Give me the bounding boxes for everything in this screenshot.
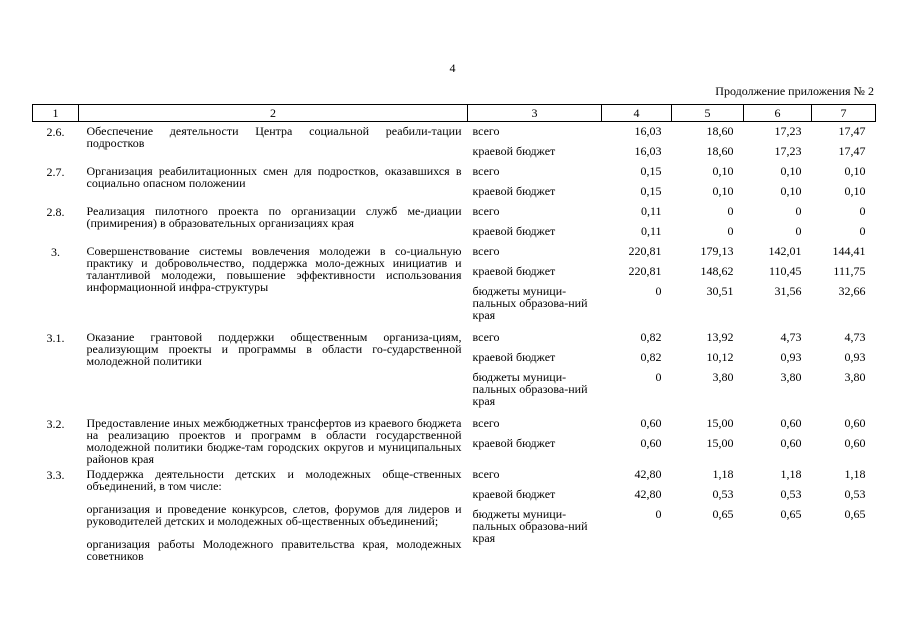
column-header: 4 (602, 105, 672, 122)
funding-source: всего (472, 124, 500, 138)
funding-source: всего (472, 204, 500, 218)
amount-value: 142,01 (768, 244, 802, 258)
value-cell (602, 122, 672, 163)
amount-value: 0 (795, 224, 802, 238)
amount-value: 148,62 (700, 264, 734, 278)
continuation-label: Продолжение приложения № 2 (715, 84, 874, 98)
funding-source: всего (472, 416, 500, 430)
value-cell (812, 202, 876, 242)
page-number: 4 (449, 61, 456, 75)
funding-source: бюджеты муници-пальных образова-ний края (472, 284, 588, 322)
amount-value: 0,10 (712, 164, 734, 178)
amount-value: 144,41 (832, 244, 866, 258)
value-cell (672, 162, 744, 202)
row-description (79, 465, 468, 562)
funding-source: краевой бюджет (472, 184, 556, 198)
amount-value: 3,80 (712, 370, 734, 384)
row-number: 2.6. (46, 125, 65, 139)
funding-source: краевой бюджет (472, 487, 556, 501)
row-number: 3.2. (46, 417, 65, 431)
column-header: 7 (812, 105, 876, 122)
amount-value: 10,12 (706, 350, 734, 364)
amount-value: 17,47 (838, 144, 866, 158)
description-paragraph: организация работы Молодежного правительства края, молодежных советников (86, 537, 462, 563)
value-cell (744, 122, 812, 163)
column-header: 1 (33, 105, 79, 122)
value-cell (744, 414, 812, 465)
value-cell (602, 414, 672, 465)
row-number: 2.7. (46, 165, 65, 179)
amount-value: 0 (795, 204, 802, 218)
funding-source-cell (468, 162, 602, 202)
amount-value: 110,45 (768, 264, 802, 278)
amount-value: 220,81 (628, 244, 662, 258)
amount-value: 0,11 (640, 204, 662, 218)
value-cell (602, 202, 672, 242)
amount-value: 0,65 (844, 507, 866, 521)
value-cell (744, 465, 812, 562)
amount-value: 0,10 (844, 164, 866, 178)
amount-value: 0,53 (712, 487, 734, 501)
description-paragraph: Совершенствование системы вовлечения молодежи в со-циальную практику и добровольчество, поддержка моло-дежных инициатив и талантливой молодежи, повышение эффективности использования информационной инфра-структуры (86, 244, 462, 294)
value-cell (744, 202, 812, 242)
amount-value: 32,66 (838, 284, 866, 298)
value-cell (672, 328, 744, 414)
table-row (33, 465, 876, 562)
value-cell (672, 414, 744, 465)
amount-value: 0,15 (640, 184, 662, 198)
amount-value: 0,10 (844, 184, 866, 198)
funding-source: краевой бюджет (472, 224, 556, 238)
funding-source: краевой бюджет (472, 144, 556, 158)
amount-value: 0,53 (780, 487, 802, 501)
row-description (79, 414, 468, 465)
funding-source: всего (472, 244, 500, 258)
amount-value: 0 (727, 224, 734, 238)
description-paragraph: организация и проведение конкурсов, слетов, форумов для лидеров и руководителей детских и молодежных об-щественных объединений; (86, 502, 462, 528)
amount-value: 0 (655, 370, 662, 384)
row-description (79, 242, 468, 328)
funding-source: всего (472, 467, 500, 481)
amount-value: 16,03 (634, 124, 662, 138)
table-row (33, 202, 876, 242)
row-number: 3.3. (46, 468, 65, 482)
amount-value: 0,60 (640, 416, 662, 430)
amount-value: 13,92 (706, 330, 734, 344)
value-cell (602, 328, 672, 414)
amount-value: 0,82 (640, 350, 662, 364)
funding-source-cell (468, 122, 602, 163)
description-paragraph: Предоставление иных межбюджетных трансфертов из краевого бюджета на реализацию проектов и программ в области государственной молодежной политики бюдже-там городских округов и муниципальных районов края (86, 416, 462, 466)
value-cell (744, 328, 812, 414)
funding-source: всего (472, 164, 500, 178)
table-row (33, 328, 876, 414)
funding-source: краевой бюджет (472, 264, 556, 278)
funding-source: краевой бюджет (472, 436, 556, 450)
amount-value: 0 (655, 284, 662, 298)
table-header-row (33, 105, 876, 122)
amount-value: 0,65 (712, 507, 734, 521)
amount-value: 17,23 (774, 144, 802, 158)
amount-value: 0 (859, 204, 866, 218)
description-paragraph: Оказание грантовой поддержки общественным организа-циям, реализующим проекты и программы в области го-сударственной молодежной политики (86, 330, 462, 368)
row-description (79, 328, 468, 414)
amount-value: 0,60 (780, 436, 802, 450)
amount-value: 42,80 (634, 467, 662, 481)
amount-value: 0,65 (780, 507, 802, 521)
value-cell (744, 242, 812, 328)
row-number: 3.1. (46, 331, 65, 345)
amount-value: 42,80 (634, 487, 662, 501)
row-number: 3. (51, 245, 60, 259)
funding-source-cell (468, 242, 602, 328)
amount-value: 4,73 (780, 330, 802, 344)
amount-value: 0,82 (640, 330, 662, 344)
row-description (79, 202, 468, 242)
row-description (79, 122, 468, 163)
description-paragraph: Поддержка деятельности детских и молодежных обще-ственных объединений, в том числе: (86, 467, 462, 493)
amount-value: 0 (655, 507, 662, 521)
amount-value: 0,60 (640, 436, 662, 450)
amount-value: 0,60 (780, 416, 802, 430)
amount-value: 0 (859, 224, 866, 238)
description-paragraph: Обеспечение деятельности Центра социальной реабили-тации подростков (86, 124, 462, 150)
value-cell (812, 465, 876, 562)
amount-value: 31,56 (774, 284, 802, 298)
budget-table (32, 104, 876, 562)
table-row (33, 162, 876, 202)
funding-source-cell (468, 465, 602, 562)
amount-value: 17,47 (838, 124, 866, 138)
value-cell (672, 242, 744, 328)
amount-value: 1,18 (712, 467, 734, 481)
row-number: 2.8. (46, 205, 65, 219)
amount-value: 0,93 (780, 350, 802, 364)
amount-value: 0,60 (844, 436, 866, 450)
amount-value: 18,60 (706, 124, 734, 138)
amount-value: 0,11 (640, 224, 662, 238)
amount-value: 0,10 (780, 184, 802, 198)
description-paragraph: Реализация пилотного проекта по организации служб ме-диации (примирения) в образовательных организациях края (86, 204, 462, 230)
amount-value: 0,53 (844, 487, 866, 501)
funding-source: бюджеты муници-пальных образова-ний края (472, 370, 588, 408)
column-header: 2 (79, 105, 468, 122)
amount-value: 30,51 (706, 284, 734, 298)
funding-source-cell (468, 414, 602, 465)
table-row (33, 122, 876, 163)
column-header: 3 (468, 105, 602, 122)
column-header: 5 (672, 105, 744, 122)
amount-value: 1,18 (780, 467, 802, 481)
amount-value: 3,80 (780, 370, 802, 384)
funding-source: краевой бюджет (472, 350, 556, 364)
value-cell (672, 122, 744, 163)
amount-value: 0 (727, 204, 734, 218)
value-cell (812, 122, 876, 163)
amount-value: 3,80 (844, 370, 866, 384)
value-cell (672, 465, 744, 562)
amount-value: 0,10 (780, 164, 802, 178)
amount-value: 220,81 (628, 264, 662, 278)
amount-value: 17,23 (774, 124, 802, 138)
value-cell (744, 162, 812, 202)
value-cell (672, 202, 744, 242)
description-paragraph: Организация реабилитационных смен для подростков, оказавшихся в социально опасном положении (86, 164, 462, 190)
row-description (79, 162, 468, 202)
value-cell (602, 162, 672, 202)
amount-value: 1,18 (844, 467, 866, 481)
value-cell (812, 328, 876, 414)
amount-value: 15,00 (706, 416, 734, 430)
table-row (33, 242, 876, 328)
value-cell (812, 162, 876, 202)
amount-value: 0,60 (844, 416, 866, 430)
amount-value: 0,10 (712, 184, 734, 198)
column-header: 6 (744, 105, 812, 122)
funding-source-cell (468, 202, 602, 242)
funding-source: бюджеты муници-пальных образова-ний края (472, 507, 588, 545)
funding-source: всего (472, 330, 500, 344)
table-body (33, 122, 876, 563)
amount-value: 179,13 (700, 244, 734, 258)
amount-value: 18,60 (706, 144, 734, 158)
amount-value: 0,15 (640, 164, 662, 178)
funding-source-cell (468, 328, 602, 414)
value-cell (602, 242, 672, 328)
amount-value: 15,00 (706, 436, 734, 450)
amount-value: 111,75 (833, 264, 866, 278)
value-cell (602, 465, 672, 562)
amount-value: 4,73 (844, 330, 866, 344)
value-cell (812, 242, 876, 328)
amount-value: 0,93 (844, 350, 866, 364)
value-cell (812, 414, 876, 465)
amount-value: 16,03 (634, 144, 662, 158)
table-row (33, 414, 876, 465)
